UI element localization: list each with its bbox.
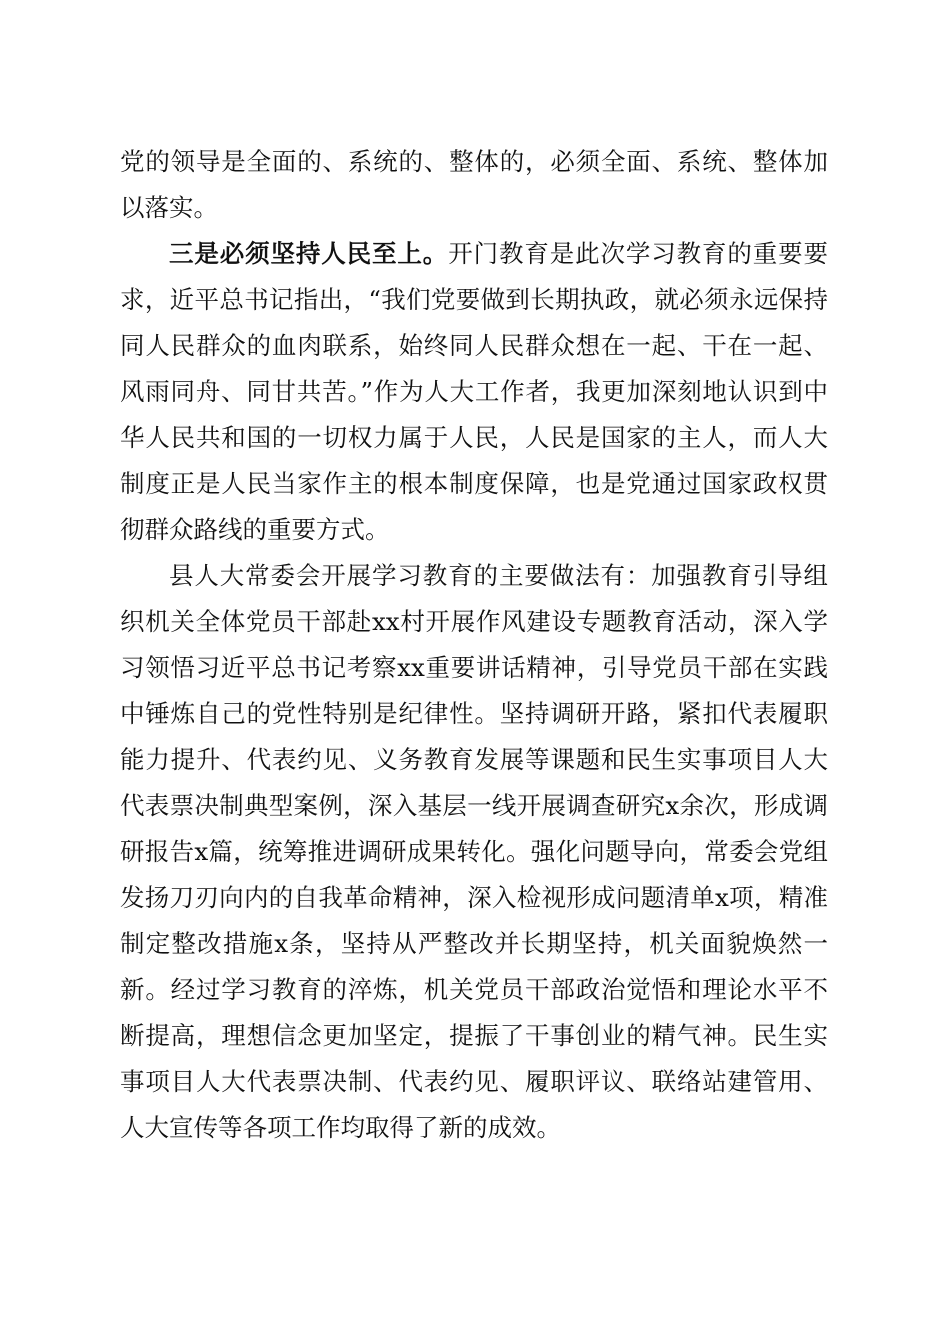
paragraph-lead-heading: 三是必须坚持人民至上。 [169,239,449,268]
paragraph-main-practices [120,553,828,1151]
paragraph-text: 党的领导是全面的、系统的、整体的，必须全面、系统、整体加以落实。 [120,147,828,222]
paragraph-text: 开门教育是此次学习教育的重要要求，近平总书记指出，“我们党要做到长期执政，就必须永远保持同人民群众的血肉联系，始终同人民群众想在一起、干在一起、风雨同舟、同甘共苦。”作为人大工作者，我更加深刻地认识到中华人民共和国的一切权力属于人民，人民是国家的主人，而人大制度正是人民当家作主的根本制度保障，也是党通过国家政权贯彻群众路线的重要方式。 [120,239,829,544]
document-body [120,139,828,1151]
paragraph-continuation [120,139,828,231]
paragraph-text: 县人大常委会开展学习教育的主要做法有：加强教育引导组织机关全体党员干部赴xx村开展作风建设专题教育活动，深入学习领悟习近平总书记考察xx重要讲话精神，引导党员干部在实践中锤炼自己的党性特别是纪律性。坚持调研开路，紧扣代表履职能力提升、代表约见、义务教育发展等课题和民生实事项目人大代表票决制典型案例，深入基层一线开展调查研究x余次，形成调研报告x篇，统筹推进调研成果转化。强化问题导向，常委会党组发扬刀刃向内的自我革命精神，深入检视形成问题清单x项，精准制定整改措施x条，坚持从严整改并长期坚持，机关面貌焕然一新。经过学习教育的淬炼，机关党员干部政治觉悟和理论水平不断提高，理想信念更加坚定，提振了干事创业的精气神。民生实事项目人大代表票决制、代表约见、履职评议、联络站建管用、人大宣传等各项工作均取得了新的成效。 [120,561,828,1142]
paragraph-people-first [120,231,828,553]
